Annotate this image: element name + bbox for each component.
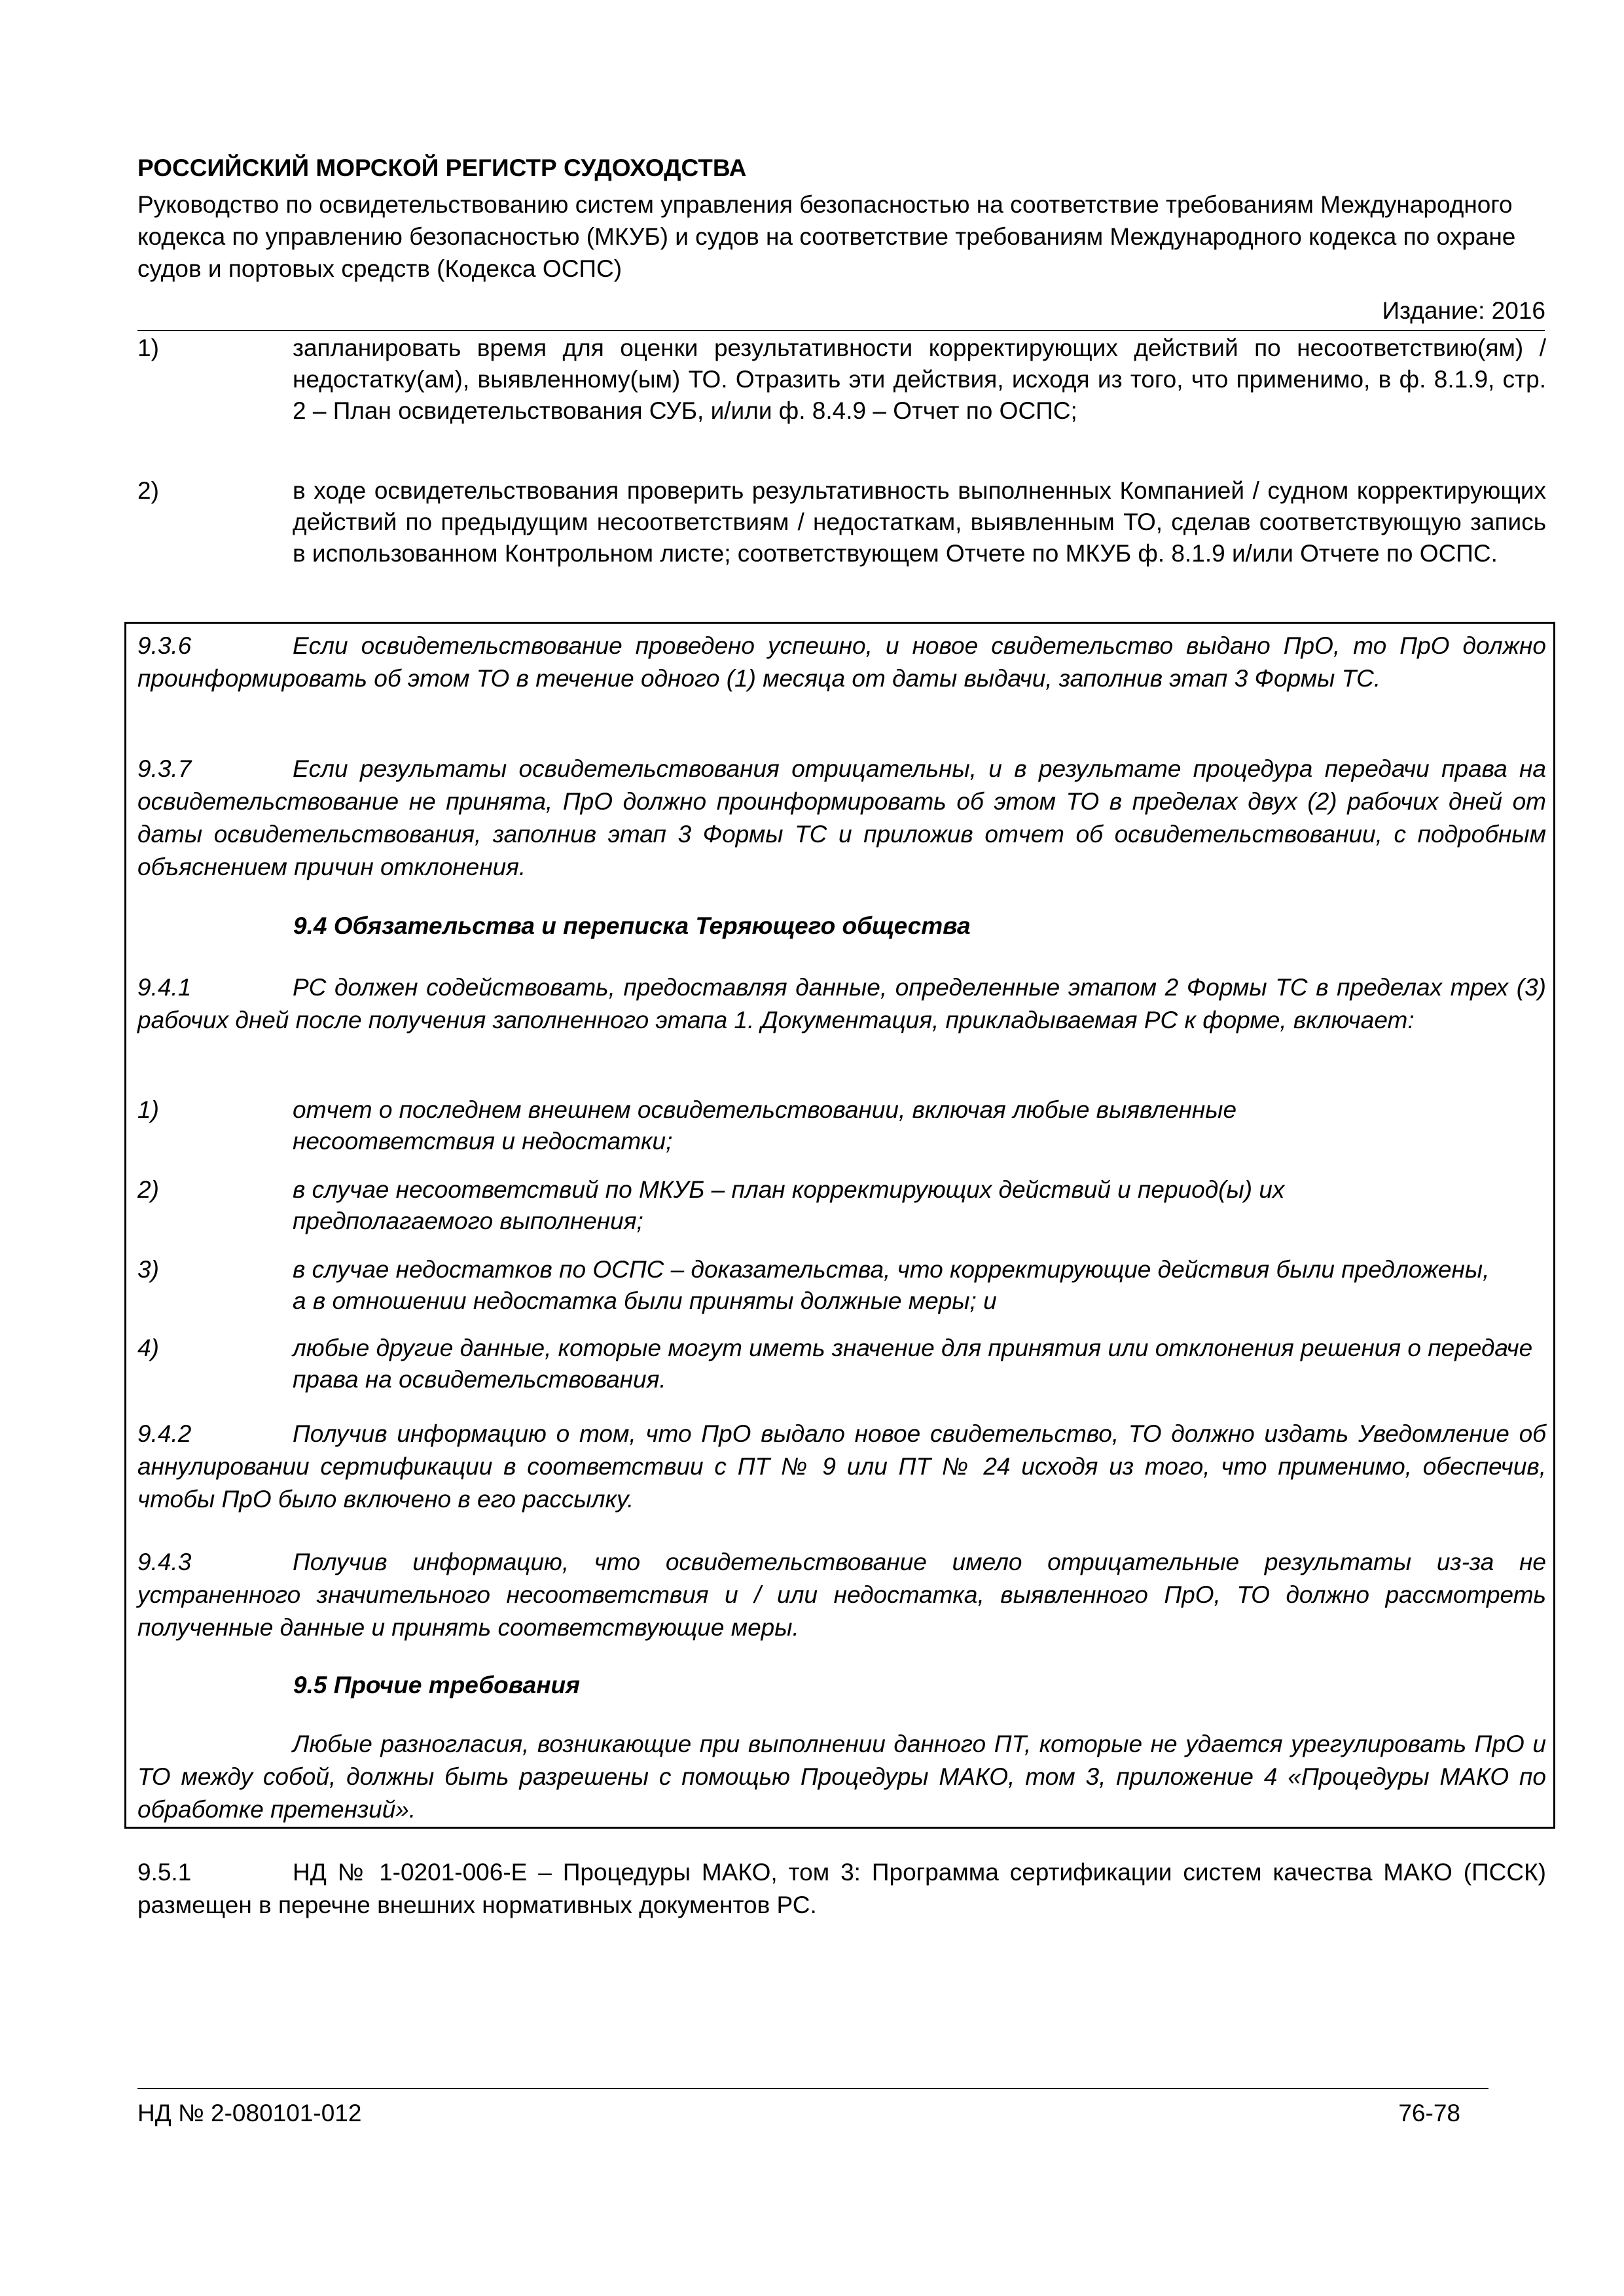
list-item <box>137 1333 1551 1395</box>
list-item <box>137 475 1546 569</box>
paragraph-number: 9.3.7 <box>137 755 192 782</box>
paragraph-number: 9.3.6 <box>137 632 192 659</box>
paragraph-text: Получив информацию, что освидетельствование имело отрицательные результаты из-за не устраненного значительного несоответствия и / или недостатка, выявленного ПрО, ТО должно рассмотреть полученные данные и принять соответствующие меры. <box>137 1549 1546 1641</box>
paragraph-text: Если освидетельствование проведено успешно, и новое свидетельство выдано ПрО, то ПрО должно проинформировать об этом ТО в течение одного (1) месяца от даты выдачи, заполнив этап 3 Формы ТС. <box>137 632 1546 692</box>
paragraph-number: 9.5.1 <box>137 1859 192 1886</box>
paragraph-9-5-1 <box>137 1856 1546 1922</box>
list-item-number: 1) <box>137 1096 159 1123</box>
paragraph-number: 9.4.1 <box>137 974 192 1001</box>
list-item-text: запланировать время для оценки результативности корректирующих действий по несоответствию(ям) / недостатку(ам), выявленному(ым) ТО. Отразить эти действия, исходя из того, что применимо, в ф. 8.1.9, стр. 2 – План освидетельствования СУБ, и/или ф. 8.4.9 – Отчет по ОСПС; <box>293 334 1546 424</box>
section-heading-9-4: 9.4 Обязательства и переписка Теряющего общества <box>293 912 971 939</box>
list-item <box>137 1254 1492 1317</box>
list-item-text: в случае несоответствий по МКУБ – план корректирующих действий и период(ы) их предполагаемого выполнения; <box>293 1176 1285 1234</box>
footer-rule <box>137 2088 1489 2089</box>
paragraph-text: НД № 1-0201-006-Е – Процедуры МАКО, том 3: Программа сертификации систем качества МАКО (ПССК) размещен в перечне внешних нормативных документов РС. <box>137 1859 1546 1918</box>
edition-label: Издание: 2016 <box>1382 297 1545 324</box>
paragraph-9-4-1 <box>137 971 1546 1037</box>
list-item-number: 2) <box>137 477 159 504</box>
register-title: РОССИЙСКИЙ МОРСКОЙ РЕГИСТР СУДОХОДСТВА <box>137 154 747 181</box>
list-item-text: отчет о последнем внешнем освидетельствовании, включая любые выявленные несоответствия и недостатки; <box>293 1096 1237 1155</box>
paragraph-text: Если результаты освидетельствования отрицательны, и в результате процедура передачи права на освидетельствование не принята, ПрО должно проинформировать об этом ТО в пределах двух (2) рабочих дней от даты освидетельствования, заполнив этап 3 Формы ТС и приложив отчет об освидетельствовании, с подробным объяснением причин отклонения. <box>137 755 1546 880</box>
header-rule <box>137 330 1545 331</box>
list-item-text: в случае недостатков по ОСПС – доказательства, что корректирующие действия были предложены, а в отношении недостатка были приняты должные меры; и <box>293 1256 1490 1314</box>
paragraph-number: 9.4.2 <box>137 1420 192 1447</box>
paragraph-9-3-7 <box>137 753 1546 884</box>
section-heading-9-5: 9.5 Прочие требования <box>293 1672 580 1698</box>
list-item <box>137 332 1546 427</box>
paragraph-9-4-2 <box>137 1418 1546 1516</box>
list-item-number: 2) <box>137 1176 159 1203</box>
paragraph-9-3-6 <box>137 630 1546 695</box>
list-item-number: 1) <box>137 334 159 361</box>
paragraph-text: Любые разногласия, возникающие при выполнении данного ПТ, которые не удается урегулировать ПрО и ТО между собой, должны быть разрешены с помощью Процедуры МАКО, том 3, приложение 4 «Процедуры МАКО по обработке претензий». <box>137 1731 1546 1823</box>
guide-subtitle: Руководство по освидетельствованию систем управления безопасностью на соответствие требованиям Международного кодекса по управлению безопасностью (МКУБ) и судов на соответствие требованиям Международного кодекса по охране судов и портовых средств (Кодекса ОСПС) <box>137 191 1516 282</box>
paragraph-9-4-3 <box>137 1546 1546 1644</box>
list-item <box>137 1174 1420 1237</box>
list-item-text: в ходе освидетельствования проверить результативность выполненных Компанией / судном корректирующих действий по предыдущим несоответствиям / недостаткам, выявленным ТО, сделав соответствующую запись в использованном Контрольном листе; соответствующем Отчете по МКУБ ф. 8.1.9 и/или Отчете по ОСПС. <box>293 477 1546 567</box>
paragraph-number: 9.4.3 <box>137 1549 192 1575</box>
page-number: 76-78 <box>1398 2100 1460 2126</box>
list-item <box>137 1094 1420 1157</box>
list-item-text: любые другие данные, которые могут иметь значение для принятия или отклонения решения о передаче права на освидетельствования. <box>293 1335 1533 1393</box>
list-item-number: 4) <box>137 1335 159 1361</box>
paragraph-text: Получив информацию о том, что ПрО выдало новое свидетельство, ТО должно издать Уведомление об аннулировании сертификации в соответствии с ПТ № 9 или ПТ № 24 исходя из того, что применимо, обеспечив, чтобы ПрО было включено в его рассылку. <box>137 1420 1546 1513</box>
list-item-number: 3) <box>137 1256 159 1283</box>
paragraph-9-5 <box>137 1728 1546 1826</box>
document-number: НД № 2-080101-012 <box>137 2100 362 2126</box>
paragraph-text: РС должен содействовать, предоставляя данные, определенные этапом 2 Формы ТС в пределах трех (3) рабочих дней после получения заполненного этапа 1. Документация, прикладываемая РС к форме, включает: <box>137 974 1546 1033</box>
